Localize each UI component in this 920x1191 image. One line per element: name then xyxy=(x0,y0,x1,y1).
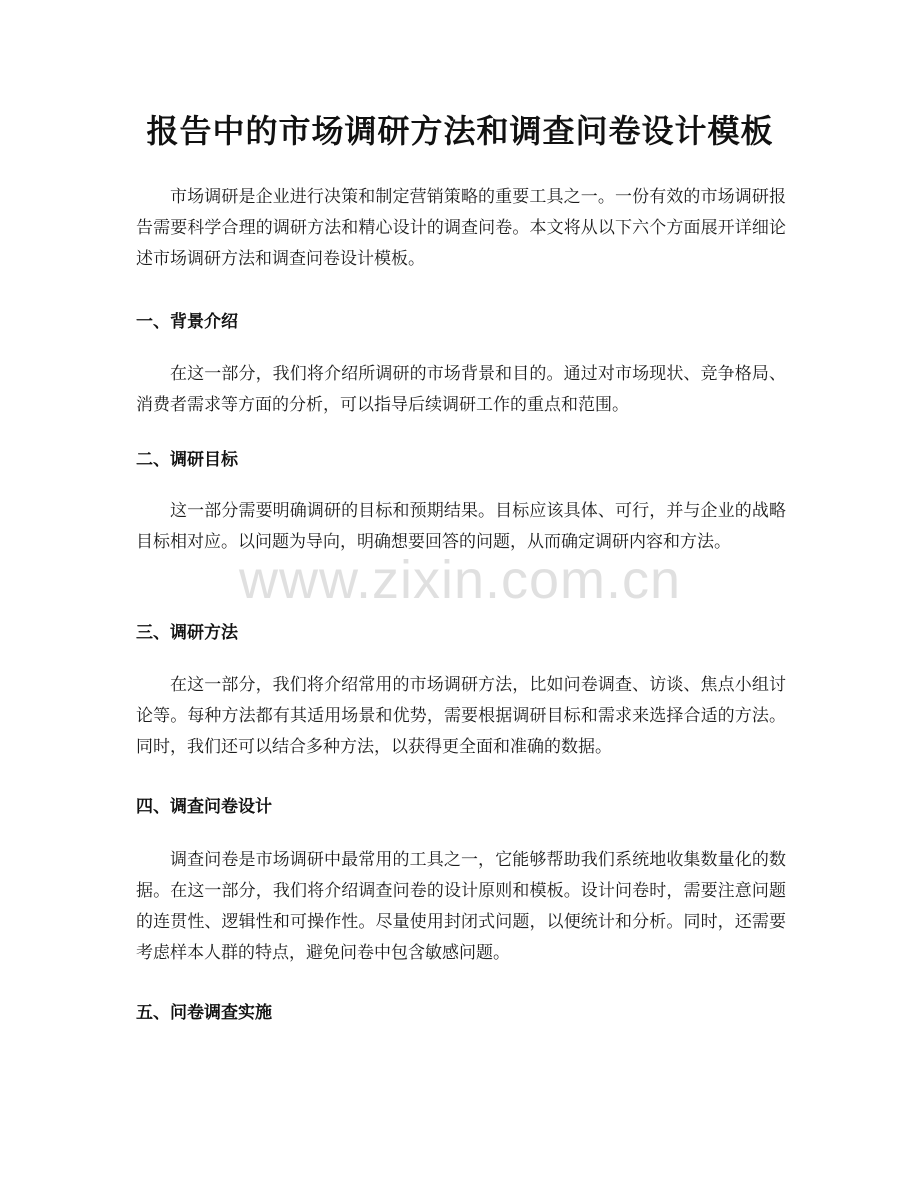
intro-paragraph: 市场调研是企业进行决策和制定营销策略的重要工具之一。一份有效的市场调研报告需要科学合理的调研方法和精心设计的调查问卷。本文将从以下六个方面展开详细论述市场调研方法和调查问卷设计模板。 xyxy=(136,187,786,269)
watermark: www.zixin.com.cn xyxy=(238,550,682,610)
document-title: 报告中的市场调研方法和调查问卷设计模板 xyxy=(146,112,774,150)
section-body-background: 在这一部分，我们将介绍所调研的市场背景和目的。通过对市场现状、竞争格局、消费者需求等方面的分析，可以指导后续调研工作的重点和范围。 xyxy=(136,364,786,415)
section-body-methods: 在这一部分，我们将介绍常用的市场调研方法，比如问卷调查、访谈、焦点小组讨论等。每种方法都有其适用场景和优势，需要根据调研目标和需求来选择合适的方法。同时，我们还可以结合多种方法，以获得更全面和准确的数据。 xyxy=(136,675,786,757)
section-body-questionnaire-design: 调查问卷是市场调研中最常用的工具之一，它能够帮助我们系统地收集数量化的数据。在这一部分，我们将介绍调查问卷的设计原则和模板。设计问卷时，需要注意问题的连贯性、逻辑性和可操作性。尽量使用封闭式问题，以便统计和分析。同时，还需要考虑样本人群的特点，避免问卷中包含敏感问题。 xyxy=(136,850,786,963)
section-body-objectives: 这一部分需要明确调研的目标和预期结果。目标应该具体、可行，并与企业的战略目标相对应。以问题为导向，明确想要回答的问题，从而确定调研内容和方法。 xyxy=(136,501,786,552)
section-heading-background: 一、背景介绍 xyxy=(136,312,238,332)
section-heading-objectives: 二、调研目标 xyxy=(136,450,238,470)
section-heading-survey-implementation: 五、问卷调查实施 xyxy=(136,1003,272,1023)
section-heading-questionnaire-design: 四、调查问卷设计 xyxy=(136,797,272,817)
section-heading-methods: 三、调研方法 xyxy=(136,623,238,643)
